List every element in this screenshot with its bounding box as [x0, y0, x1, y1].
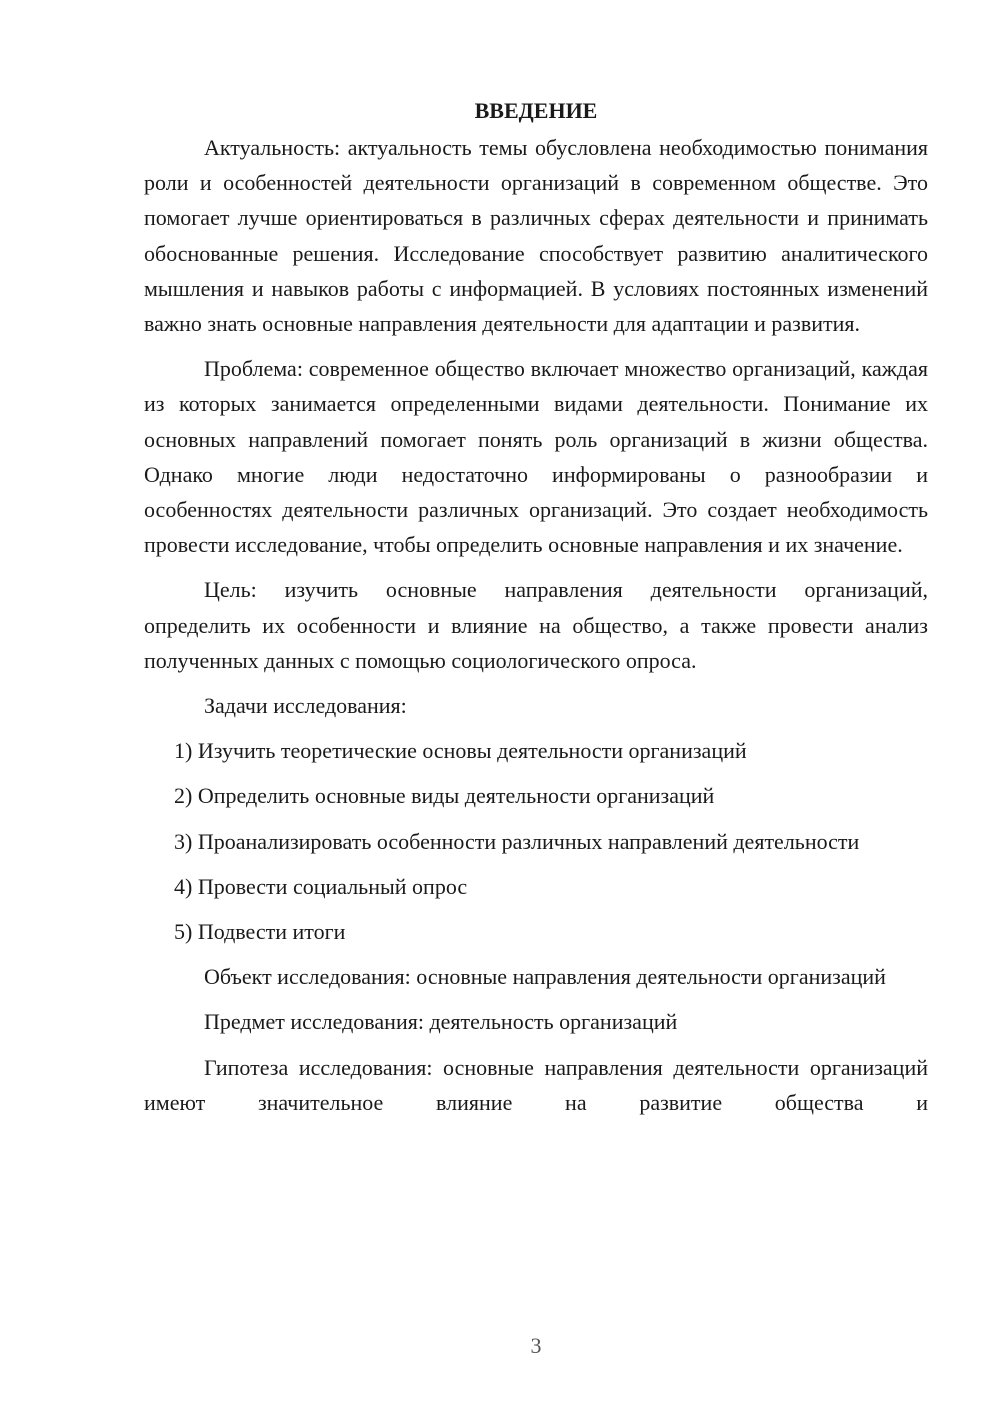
subject-paragraph: Предмет исследования: деятельность организаций: [204, 1009, 678, 1035]
problem-paragraph: Проблема: современное общество включает множество организаций, каждая из которых занимается определенными видами деятельности. Понимание их основных направлений помогает понять роль организаций в жизни общества. Однако многие люди недостаточно информированы о разнообразии и особенностях деятельности различных организаций. Это создает необходимость провести исследование, чтобы определить основные направления и их значение.: [144, 356, 928, 558]
goal-paragraph: Цель: изучить основные направления деятельности организаций, определить их особенности и влияние на общество, а также провести анализ полученных данных с помощью социологического опроса.: [144, 577, 928, 673]
section-heading: ВВЕДЕНИЕ: [474, 98, 598, 123]
task-item-5: 5) Подвести итоги: [174, 919, 346, 945]
object-paragraph: Объект исследования: основные направления деятельности организаций: [204, 964, 886, 990]
page-number: 3: [530, 1333, 542, 1358]
task-item-2: 2) Определить основные виды деятельности организаций: [174, 783, 715, 809]
document-page: [144, 96, 928, 1130]
task-item-4: 4) Провести социальный опрос: [174, 873, 468, 899]
task-item-3: 3) Проанализировать особенности различных направлений деятельности: [174, 828, 860, 854]
relevance-paragraph: Актуальность: актуальность темы обусловлена необходимостью понимания роли и особенностей деятельности организаций в современном обществе. Это помогает лучше ориентироваться в различных сферах деятельности и принимать обоснованные решения. Исследование способствует развитию аналитического мышления и навыков работы с информацией. В условиях постоянных изменений важно знать основные направления деятельности для адаптации и развития.: [144, 135, 928, 337]
task-item-1: 1) Изучить теоретические основы деятельности организаций: [174, 738, 747, 764]
hypothesis-paragraph: Гипотеза исследования: основные направления деятельности организаций имеют значительное влияние на развитие общества и: [144, 1054, 928, 1115]
tasks-title: Задачи исследования:: [204, 693, 407, 719]
